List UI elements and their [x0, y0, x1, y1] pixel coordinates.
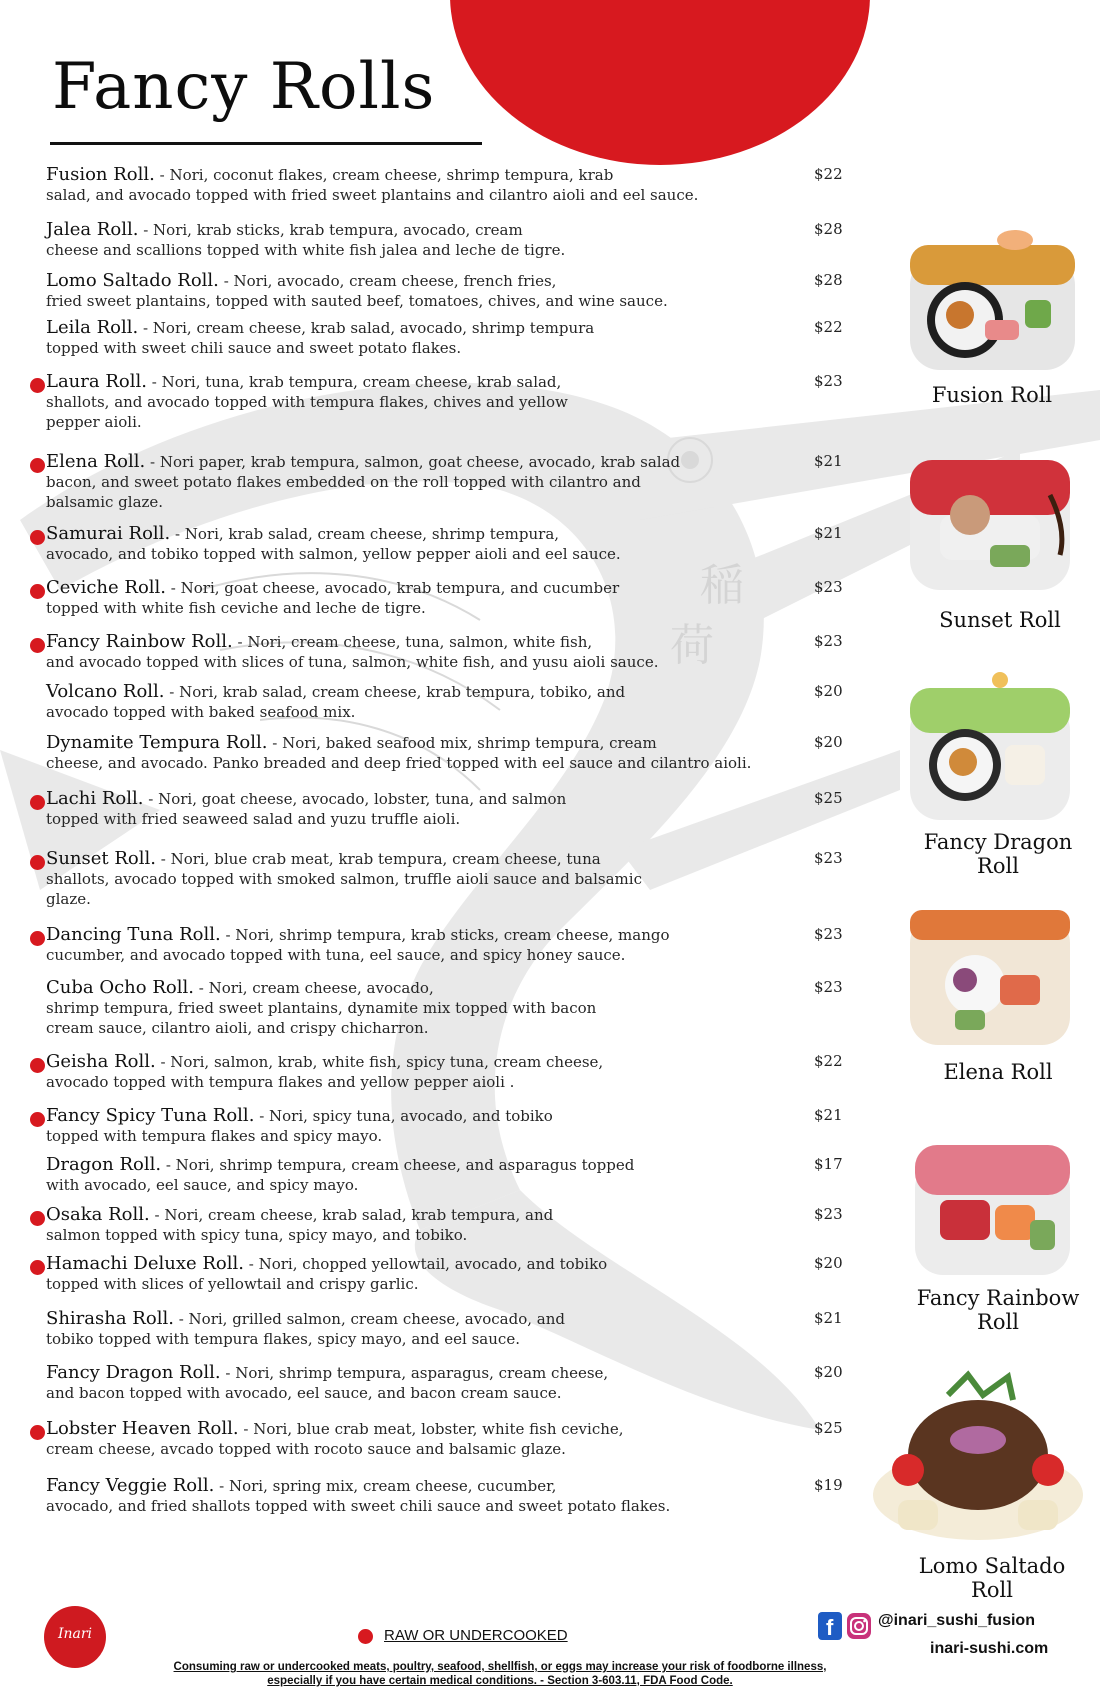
menu-item-text — [46, 318, 776, 358]
menu-item-description: topped with white fish ceviche and leche de tigre. — [46, 599, 426, 617]
menu-item-price: $21 — [814, 1309, 843, 1327]
menu-item-name: Fusion Roll. — [46, 164, 155, 185]
menu-item-description: - Nori, cream cheese, krab salad, krab tempura, and — [149, 1206, 554, 1224]
menu-item-name: Fancy Rainbow Roll. — [46, 631, 233, 652]
menu-item-description: - Nori, shrimp tempura, cream cheese, and asparagus topped — [161, 1156, 635, 1174]
menu-item-description: - Nori, grilled salmon, cream cheese, avocado, and — [173, 1310, 565, 1328]
food-safety-warning: Consuming raw or undercooked meats, poultry, seafood, shellfish, or eggs may increase your risk of foodborne illness, especially if you have certain medical conditions. - Section 3-603.11, FDA Food Code. — [173, 1661, 827, 1687]
menu-item-text — [46, 220, 776, 260]
menu-item-line — [46, 1476, 776, 1496]
menu-item-name: Cuba Ocho Roll. — [46, 977, 194, 998]
menu-item-text — [46, 524, 776, 564]
raw-indicator-dot — [30, 1112, 45, 1127]
menu-item-description: cream sauce, cilantro aioli, and crispy chicharron. — [46, 1019, 429, 1037]
menu-item-description: cucumber, and avocado topped with tuna, eel sauce, and spicy honey sauce. — [46, 946, 626, 964]
raw-indicator-dot — [30, 795, 45, 810]
raw-indicator-dot — [30, 1260, 45, 1275]
menu-item-description: topped with slices of yellowtail and crispy garlic. — [46, 1275, 419, 1293]
website-link[interactable]: inari-sushi.com — [930, 1640, 1049, 1657]
menu-item-text — [46, 1205, 776, 1245]
raw-indicator-dot — [30, 638, 45, 653]
menu-item-description: topped with sweet chili sauce and sweet potato flakes. — [46, 339, 462, 357]
caption-sunset-roll: Sunset Roll — [939, 608, 1061, 632]
menu-item-description: - Nori, krab salad, cream cheese, krab tempura, tobiko, and — [164, 683, 626, 701]
page-title: Fancy Rolls — [52, 50, 436, 124]
menu-item-name: Fancy Spicy Tuna Roll. — [46, 1105, 255, 1126]
menu-item-price: $20 — [814, 1363, 843, 1381]
photo-fancy-rainbow-roll — [910, 1130, 1075, 1280]
caption-elena-roll: Elena Roll — [943, 1060, 1053, 1084]
red-sun-brush — [450, 0, 870, 165]
menu-item-text — [46, 733, 776, 773]
menu-item-price: $17 — [814, 1155, 843, 1173]
menu-item-name: Lobster Heaven Roll. — [46, 1418, 239, 1439]
menu-item-text — [46, 372, 776, 432]
menu-item-line — [46, 1155, 776, 1175]
menu-item-price: $23 — [814, 1205, 843, 1223]
menu-item-description: shallots, and avocado topped with tempura flakes, chives and yellow — [46, 393, 568, 411]
menu-item-line — [46, 165, 776, 185]
menu-item-line — [46, 452, 776, 472]
raw-legend-label: RAW OR UNDERCOOKED — [384, 1627, 568, 1644]
menu-item-price: $23 — [814, 849, 843, 867]
menu-item-line — [46, 1052, 776, 1072]
menu-item-price: $19 — [814, 1476, 843, 1494]
caption-fusion-roll: Fusion Roll — [931, 383, 1053, 407]
menu-item-price: $21 — [814, 1106, 843, 1124]
menu-item-description: - Nori, tuna, krab tempura, cream cheese, krab salad, — [146, 373, 562, 391]
menu-item-description: topped with fried seaweed salad and yuzu truffle aioli. — [46, 810, 461, 828]
menu-item-name: Lachi Roll. — [46, 788, 144, 809]
menu-item-name: Volcano Roll. — [46, 681, 165, 702]
menu-item-line — [46, 372, 776, 392]
menu-item-description: topped with tempura flakes and spicy mayo. — [46, 1127, 383, 1145]
menu-item-description: cream cheese, avcado topped with rocoto sauce and balsamic glaze. — [46, 1440, 566, 1458]
menu-item-name: Osaka Roll. — [46, 1204, 150, 1225]
menu-item-line — [46, 925, 776, 945]
photo-fusion-roll — [905, 225, 1080, 375]
menu-item-text — [46, 849, 776, 909]
menu-item-line — [46, 220, 776, 240]
menu-item-price: $20 — [814, 682, 843, 700]
menu-item-description: and bacon topped with avocado, eel sauce, and bacon cream sauce. — [46, 1384, 562, 1402]
menu-item-description: - Nori, cream cheese, krab salad, avocado, shrimp tempura — [138, 319, 595, 337]
menu-item-price: $23 — [814, 372, 843, 390]
menu-item-description: shrimp tempura, fried sweet plantains, dynamite mix topped with bacon — [46, 999, 597, 1017]
menu-item-line — [46, 849, 776, 869]
raw-indicator-dot — [30, 1058, 45, 1073]
menu-item-name: Shirasha Roll. — [46, 1308, 174, 1329]
menu-item-name: Dynamite Tempura Roll. — [46, 732, 268, 753]
menu-item-description: - Nori, cream cheese, tuna, salmon, white fish, — [232, 633, 593, 651]
menu-item-description: avocado topped with tempura flakes and yellow pepper aioli . — [46, 1073, 515, 1091]
menu-item-name: Elena Roll. — [46, 451, 146, 472]
caption-fancy-dragon-roll: Fancy Dragon Roll — [923, 830, 1073, 878]
menu-item-price: $25 — [814, 789, 843, 807]
menu-item-line — [46, 578, 776, 598]
inari-logo: Inari — [44, 1606, 106, 1668]
menu-item-description: - Nori, coconut flakes, cream cheese, shrimp tempura, krab — [154, 166, 614, 184]
menu-item-name: Geisha Roll. — [46, 1051, 156, 1072]
menu-item-description: - Nori, avocado, cream cheese, french fries, — [218, 272, 557, 290]
menu-item-description: tobiko topped with tempura flakes, spicy mayo, and eel sauce. — [46, 1330, 520, 1348]
menu-item-description: glaze. — [46, 890, 91, 908]
title-underline — [50, 142, 482, 145]
menu-item-line — [46, 978, 776, 998]
svg-text:稲: 稲 — [700, 560, 744, 611]
photo-elena-roll — [905, 900, 1075, 1050]
menu-item-text — [46, 1476, 776, 1516]
menu-item-text — [46, 1419, 776, 1459]
menu-item-name: Jalea Roll. — [46, 219, 139, 240]
social-handle[interactable]: @inari_sushi_fusion — [878, 1612, 1035, 1629]
menu-item-description: - Nori, baked seafood mix, shrimp tempura, cream — [267, 734, 657, 752]
menu-item-name: Dragon Roll. — [46, 1154, 162, 1175]
menu-item-description: - Nori, krab sticks, krab tempura, avocado, cream — [138, 221, 523, 239]
raw-indicator-dot — [30, 458, 45, 473]
menu-item-description: - Nori, blue crab meat, lobster, white fish ceviche, — [238, 1420, 624, 1438]
menu-item-description: - Nori, spicy tuna, avocado, and tobiko — [254, 1107, 553, 1125]
menu-item-text — [46, 1106, 776, 1146]
menu-item-text — [46, 978, 776, 1038]
menu-item-description: - Nori, goat cheese, avocado, lobster, tuna, and salmon — [143, 790, 567, 808]
menu-item-line — [46, 1254, 776, 1274]
menu-item-description: avocado, and tobiko topped with salmon, yellow pepper aioli and eel sauce. — [46, 545, 621, 563]
menu-item-text — [46, 1052, 776, 1092]
menu-item-line — [46, 1205, 776, 1225]
menu-item-line — [46, 271, 776, 291]
menu-item-price: $28 — [814, 220, 843, 238]
photo-lomo-saltado-roll — [868, 1365, 1088, 1545]
menu-item-text — [46, 789, 776, 829]
menu-item-name: Fancy Dragon Roll. — [46, 1362, 221, 1383]
caption-fancy-rainbow-roll: Fancy Rainbow Roll — [916, 1286, 1080, 1334]
menu-item-description: avocado topped with baked seafood mix. — [46, 703, 356, 721]
menu-item-description: - Nori, cream cheese, avocado, — [193, 979, 434, 997]
menu-item-text — [46, 1309, 776, 1349]
menu-item-name: Laura Roll. — [46, 371, 147, 392]
menu-item-line — [46, 1419, 776, 1439]
menu-item-description: - Nori, shrimp tempura, asparagus, cream cheese, — [220, 1364, 609, 1382]
raw-indicator-dot — [30, 931, 45, 946]
menu-item-price: $21 — [814, 524, 843, 542]
menu-item-text — [46, 1254, 776, 1294]
menu-item-text — [46, 578, 776, 618]
menu-item-description: avocado, and fried shallots topped with sweet chili sauce and sweet potato flakes. — [46, 1497, 671, 1515]
menu-item-description: cheese, and avocado. Panko breaded and deep fried topped with eel sauce and cilantro aioli. — [46, 754, 752, 772]
menu-item-line — [46, 524, 776, 544]
facebook-icon[interactable] — [818, 1612, 842, 1640]
menu-item-text — [46, 165, 776, 205]
menu-item-text — [46, 1155, 776, 1195]
instagram-icon[interactable] — [846, 1612, 872, 1640]
menu-item-name: Leila Roll. — [46, 317, 139, 338]
menu-item-price: $22 — [814, 165, 843, 183]
menu-item-description: shallots, avocado topped with smoked salmon, truffle aioli sauce and balsamic — [46, 870, 642, 888]
menu-item-description: salmon topped with spicy tuna, spicy mayo, and tobiko. — [46, 1226, 468, 1244]
menu-item-line — [46, 789, 776, 809]
photo-sunset-roll — [900, 445, 1080, 595]
menu-item-description: pepper aioli. — [46, 413, 142, 431]
raw-indicator-dot — [30, 1211, 45, 1226]
raw-indicator-dot — [358, 1629, 373, 1644]
menu-item-name: Hamachi Deluxe Roll. — [46, 1253, 244, 1274]
menu-item-price: $25 — [814, 1419, 843, 1437]
menu-item-price: $23 — [814, 578, 843, 596]
menu-item-description: - Nori, blue crab meat, krab tempura, cream cheese, tuna — [156, 850, 601, 868]
menu-item-description: - Nori, salmon, krab, white fish, spicy tuna, cream cheese, — [155, 1053, 604, 1071]
menu-item-description: - Nori, spring mix, cream cheese, cucumber, — [214, 1477, 557, 1495]
menu-item-line — [46, 1363, 776, 1383]
menu-item-line — [46, 632, 776, 652]
menu-item-description: - Nori, chopped yellowtail, avocado, and tobiko — [243, 1255, 608, 1273]
menu-item-name: Fancy Veggie Roll. — [46, 1475, 215, 1496]
menu-item-text — [46, 632, 776, 672]
menu-item-price: $20 — [814, 1254, 843, 1272]
menu-item-description: fried sweet plantains, topped with sauted beef, tomatoes, chives, and wine sauce. — [46, 292, 668, 310]
menu-item-price: $23 — [814, 925, 843, 943]
menu-item-description: - Nori, goat cheese, avocado, krab tempura, and cucumber — [166, 579, 620, 597]
raw-indicator-dot — [30, 530, 45, 545]
raw-indicator-dot — [30, 584, 45, 599]
photo-fancy-dragon-roll — [905, 670, 1075, 825]
menu-item-description: - Nori, krab salad, cream cheese, shrimp tempura, — [170, 525, 560, 543]
menu-item-line — [46, 1309, 776, 1329]
menu-item-name: Lomo Saltado Roll. — [46, 270, 219, 291]
menu-item-price: $23 — [814, 978, 843, 996]
menu-item-name: Dancing Tuna Roll. — [46, 924, 221, 945]
menu-item-line — [46, 1106, 776, 1126]
menu-item-description: balsamic glaze. — [46, 493, 164, 511]
raw-indicator-dot — [30, 378, 45, 393]
menu-item-text — [46, 925, 776, 965]
menu-item-price: $20 — [814, 733, 843, 751]
menu-item-price: $28 — [814, 271, 843, 289]
svg-text:f: f — [826, 1615, 834, 1640]
menu-item-description: bacon, and sweet potato flakes embedded on the roll topped with cilantro and — [46, 473, 641, 491]
menu-item-text — [46, 1363, 776, 1403]
menu-item-description: - Nori, shrimp tempura, krab sticks, cream cheese, mango — [220, 926, 670, 944]
menu-item-price: $22 — [814, 318, 843, 336]
menu-item-description: with avocado, eel sauce, and spicy mayo. — [46, 1176, 359, 1194]
menu-item-description: - Nori paper, krab tempura, salmon, goat cheese, avocado, krab salad — [145, 453, 681, 471]
menu-item-description: cheese and scallions topped with white fish jalea and leche de tigre. — [46, 241, 566, 259]
menu-item-line — [46, 318, 776, 338]
menu-item-price: $21 — [814, 452, 843, 470]
svg-text:荷: 荷 — [670, 620, 714, 671]
menu-item-price: $23 — [814, 632, 843, 650]
caption-lomo-saltado-roll: Lomo Saltado Roll — [918, 1554, 1066, 1602]
raw-indicator-dot — [30, 855, 45, 870]
menu-item-text — [46, 271, 776, 311]
menu-item-text — [46, 682, 776, 722]
menu-item-name: Ceviche Roll. — [46, 577, 167, 598]
menu-item-description: salad, and avocado topped with fried sweet plantains and cilantro aioli and eel sauce. — [46, 186, 699, 204]
raw-indicator-dot — [30, 1425, 45, 1440]
menu-item-name: Sunset Roll. — [46, 848, 156, 869]
menu-item-line — [46, 682, 776, 702]
menu-item-line — [46, 733, 776, 753]
menu-item-text — [46, 452, 776, 512]
menu-item-name: Samurai Roll. — [46, 523, 171, 544]
menu-item-price: $22 — [814, 1052, 843, 1070]
menu-item-description: and avocado topped with slices of tuna, salmon, white fish, and yusu aioli sauce. — [46, 653, 659, 671]
